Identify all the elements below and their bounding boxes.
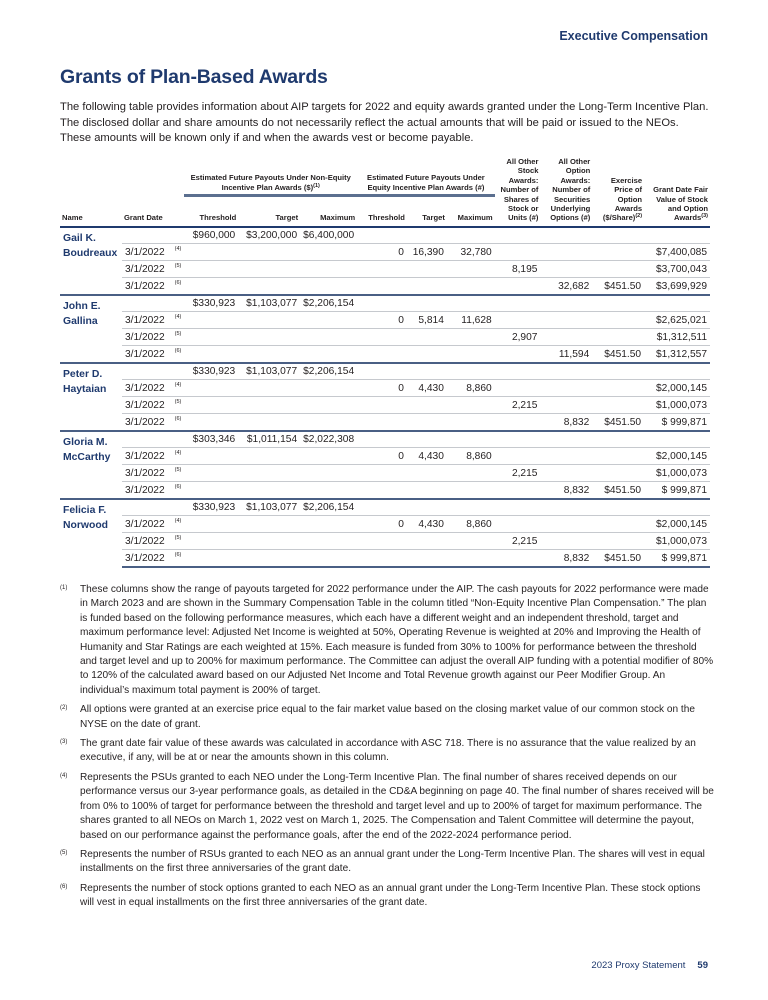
eq-threshold-cell — [357, 414, 407, 431]
other-option-cell — [540, 295, 592, 312]
eq-threshold-cell — [357, 397, 407, 414]
eq-target-cell — [407, 465, 447, 482]
ne-maximum-cell — [300, 380, 357, 397]
table-row-rsu — [60, 465, 710, 482]
group-equity-header: Estimated Future Payouts Under Equity Incentive Plan Awards (#) — [357, 157, 495, 196]
eq-maximum-cell — [447, 261, 495, 278]
other-stock-cell — [495, 380, 541, 397]
executive-name: Peter D. Haytaian — [60, 363, 122, 431]
ne-threshold-cell — [184, 278, 238, 295]
col-other-option-header: All Other Option Awards: Number of Securities Underlying Options (#) — [540, 157, 592, 227]
eq-threshold-cell — [357, 431, 407, 448]
fair-value-cell: $ 999,871 — [644, 550, 710, 567]
ne-target-cell — [238, 329, 300, 346]
other-stock-cell: 2,215 — [495, 397, 541, 414]
ne-target-cell: $1,011,154 — [238, 431, 300, 448]
table-row-aip — [60, 499, 710, 516]
table-row-rsu — [60, 533, 710, 550]
ne-maximum-cell — [300, 397, 357, 414]
eq-target-cell — [407, 278, 447, 295]
grant-date-cell: 3/1/2022 $^{(6)}$ — [122, 346, 184, 363]
group-spacer — [60, 157, 122, 196]
fair-value-cell — [644, 227, 710, 244]
ne-maximum-cell — [300, 414, 357, 431]
footnote — [60, 703, 715, 732]
grant-date-cell: 3/1/2022 $^{(5)}$ — [122, 533, 184, 550]
other-stock-cell — [495, 499, 541, 516]
eq-threshold-cell — [357, 278, 407, 295]
ne-target-cell: $1,103,077 — [238, 363, 300, 380]
other-stock-cell: 2,215 — [495, 465, 541, 482]
ne-threshold-cell: $303,346 — [184, 431, 238, 448]
section-header: Executive Compensation — [559, 29, 708, 43]
exercise-price-cell — [592, 244, 644, 261]
other-stock-cell — [495, 295, 541, 312]
page-number: 59 — [697, 960, 708, 971]
exercise-price-cell — [592, 329, 644, 346]
executive-name: John E. Gallina — [60, 295, 122, 363]
eq-target-cell: 4,430 — [407, 448, 447, 465]
footnote — [60, 848, 715, 877]
eq-maximum-cell: 32,780 — [447, 244, 495, 261]
table-row-aip — [60, 227, 710, 244]
grant-date-cell: 3/1/2022 $^{(5)}$ — [122, 397, 184, 414]
eq-threshold-cell — [357, 533, 407, 550]
other-option-cell — [540, 329, 592, 346]
eq-maximum-cell — [447, 397, 495, 414]
grant-date-cell — [122, 363, 184, 380]
other-option-cell — [540, 465, 592, 482]
footnote-text: Represents the PSUs granted to each NEO under the Long-Term Incentive Plan. The final number of shares received depends on our performance versus our 3-year performance goals, as detailed in the CD&A beginning on page 40. The final number of shares received will be from 0% to 100% of target for performance between the threshold and target level and up to 200% of target for maximum performance. The shares granted to all NEOs on March 1, 2022 vest on March 1, 2025. The Compensation and Talent Committee will determine the payout, based on our performance against the performance goals, after the end of the 2022-2024 performance period. — [80, 771, 714, 841]
table-row-aip — [60, 295, 710, 312]
other-option-cell — [540, 499, 592, 516]
other-stock-cell — [495, 278, 541, 295]
ne-maximum-cell — [300, 448, 357, 465]
fair-value-cell: $1,000,073 — [644, 533, 710, 550]
other-stock-cell — [495, 363, 541, 380]
eq-target-cell: 4,430 — [407, 516, 447, 533]
ne-maximum-cell — [300, 533, 357, 550]
ne-threshold-cell: $330,923 — [184, 499, 238, 516]
eq-target-cell — [407, 431, 447, 448]
eq-maximum-cell — [447, 431, 495, 448]
ne-target-cell — [238, 312, 300, 329]
other-stock-cell: 2,215 — [495, 533, 541, 550]
executive-name: Felicia F. Norwood — [60, 499, 122, 567]
fair-value-cell — [644, 295, 710, 312]
footnote-marker: (1) — [60, 585, 68, 591]
eq-target-cell: 4,430 — [407, 380, 447, 397]
footer-document-title: 2023 Proxy Statement — [591, 960, 686, 971]
grant-date-cell: 3/1/2022 $^{(4)}$ — [122, 516, 184, 533]
ne-threshold-cell — [184, 550, 238, 567]
fair-value-cell: $ 999,871 — [644, 482, 710, 499]
exercise-price-cell — [592, 363, 644, 380]
exercise-price-cell: $451.50 — [592, 482, 644, 499]
ne-threshold-cell: $960,000 — [184, 227, 238, 244]
table-row-rsu — [60, 329, 710, 346]
other-stock-cell: 2,907 — [495, 329, 541, 346]
ne-threshold-cell — [184, 312, 238, 329]
group-spacer — [122, 157, 184, 196]
ne-maximum-cell — [300, 482, 357, 499]
ne-threshold-cell — [184, 261, 238, 278]
footnote-text: Represents the number of RSUs granted to each NEO as an annual grant under the Long-Term Incentive Plan. The shares will vest in equal installments on the first three anniversaries of the grant date. — [80, 848, 705, 875]
grant-date-cell: 3/1/2022 $^{(6)}$ — [122, 278, 184, 295]
table-row-aip — [60, 363, 710, 380]
footnote-marker: (5) — [60, 849, 68, 856]
exercise-price-cell — [592, 295, 644, 312]
fair-value-cell: $ 999,871 — [644, 414, 710, 431]
grant-date-cell: 3/1/2022 $^{(6)}$ — [122, 414, 184, 431]
col-grant-date-header: Grant Date — [122, 196, 184, 227]
other-option-cell — [540, 244, 592, 261]
table-row-option — [60, 346, 710, 363]
footnote-text: These columns show the range of payouts targeted for 2022 performance under the AIP. The cash payouts for 2022 performance were made in March 2023 and are shown in the Summary Compensation Table in the column titled “Non-Equity Incentive Plan Compensation.” The plan is funded based on the following performance measures, which each have a different weight and an independent threshold, target and maximum performance level: Adjusted Net Income is weighted at 50%, Operating Revenue is weighted at 20% and Improving the Health of Humanity and Star Ratings are each weighted at 15%. Each measure is funded from 30% to 100% for performance between the threshold and target level and up to 200% for maximum performance. The Committee can adjust the overall AIP funding with a potential modifier of 80% to 120% of the calculated award based on our Adjusted Net Income and Total Revenue growth against our Peer Modifier Group. An individual’s maximum total payment is 200% of target. — [80, 584, 714, 696]
grant-date-cell: 3/1/2022 $^{(5)}$ — [122, 261, 184, 278]
grant-date-cell: 3/1/2022 $^{(4)}$ — [122, 448, 184, 465]
grant-date-cell: 3/1/2022 $^{(4)}$ — [122, 312, 184, 329]
exercise-price-cell: $451.50 — [592, 278, 644, 295]
other-stock-cell — [495, 346, 541, 363]
ne-target-cell — [238, 516, 300, 533]
eq-maximum-cell: 8,860 — [447, 516, 495, 533]
fair-value-cell: $7,400,085 — [644, 244, 710, 261]
fair-value-cell: $1,000,073 — [644, 397, 710, 414]
footnote — [60, 737, 715, 766]
grant-date-cell — [122, 227, 184, 244]
fair-value-cell: $2,000,145 — [644, 380, 710, 397]
footnote — [60, 771, 715, 843]
group-non-equity-header: Estimated Future Payouts Under Non-Equity Incentive Plan Awards ($)$^{(1)}$ — [184, 157, 357, 196]
ne-threshold-cell: $330,923 — [184, 295, 238, 312]
other-option-cell: 8,832 — [540, 414, 592, 431]
table-row-psu — [60, 448, 710, 465]
other-stock-cell — [495, 431, 541, 448]
ne-target-cell — [238, 465, 300, 482]
ne-maximum-cell: $6,400,000 — [300, 227, 357, 244]
other-stock-cell — [495, 414, 541, 431]
exercise-price-cell — [592, 227, 644, 244]
eq-threshold-cell: 0 — [357, 244, 407, 261]
ne-target-cell — [238, 448, 300, 465]
fair-value-cell: $2,625,021 — [644, 312, 710, 329]
other-stock-cell — [495, 550, 541, 567]
fair-value-cell — [644, 431, 710, 448]
ne-threshold-cell: $330,923 — [184, 363, 238, 380]
ne-maximum-cell — [300, 346, 357, 363]
ne-threshold-cell — [184, 533, 238, 550]
exercise-price-cell — [592, 380, 644, 397]
eq-target-cell — [407, 482, 447, 499]
ne-target-cell: $1,103,077 — [238, 295, 300, 312]
footnote-marker: (2) — [60, 705, 68, 712]
col-ne-maximum-header: Maximum — [300, 196, 357, 227]
ne-target-cell — [238, 380, 300, 397]
table-row-rsu — [60, 261, 710, 278]
table-row-psu — [60, 312, 710, 329]
table-row-option — [60, 414, 710, 431]
col-exercise-price-header: Exercise Price of Option Awards ($/Share)$^{(2)}$ — [592, 157, 644, 227]
table-row-rsu — [60, 397, 710, 414]
eq-maximum-cell — [447, 414, 495, 431]
eq-maximum-cell — [447, 550, 495, 567]
other-stock-cell — [495, 312, 541, 329]
exercise-price-cell — [592, 448, 644, 465]
table-row-psu — [60, 516, 710, 533]
eq-threshold-cell — [357, 227, 407, 244]
eq-threshold-cell — [357, 482, 407, 499]
table-row-psu — [60, 244, 710, 261]
table-row-aip — [60, 431, 710, 448]
eq-target-cell — [407, 363, 447, 380]
footnote-text: All options were granted at an exercise price equal to the fair market value based on the closing market value of our common stock on the NYSE on the date of grant. — [80, 704, 695, 730]
eq-target-cell — [407, 346, 447, 363]
ne-threshold-cell — [184, 465, 238, 482]
eq-maximum-cell: 8,860 — [447, 448, 495, 465]
col-other-stock-header: All Other Stock Awards: Number of Shares of Stock or Units (#) — [495, 157, 541, 227]
grant-date-cell: 3/1/2022 $^{(5)}$ — [122, 329, 184, 346]
exercise-price-cell: $451.50 — [592, 550, 644, 567]
col-eq-threshold-header: Threshold — [357, 196, 407, 227]
eq-target-cell — [407, 414, 447, 431]
eq-threshold-cell — [357, 465, 407, 482]
other-option-cell: 8,832 — [540, 482, 592, 499]
eq-maximum-cell — [447, 482, 495, 499]
ne-target-cell — [238, 550, 300, 567]
col-eq-maximum-header: Maximum — [447, 196, 495, 227]
eq-maximum-cell — [447, 363, 495, 380]
executive-name: Gail K. Boudreaux — [60, 227, 122, 295]
footnote — [60, 583, 715, 698]
ne-threshold-cell — [184, 380, 238, 397]
exercise-price-cell: $451.50 — [592, 346, 644, 363]
grant-date-cell: 3/1/2022 $^{(6)}$ — [122, 550, 184, 567]
ne-maximum-cell — [300, 516, 357, 533]
eq-threshold-cell — [357, 363, 407, 380]
eq-threshold-cell — [357, 499, 407, 516]
ne-threshold-cell — [184, 482, 238, 499]
ne-maximum-cell: $2,206,154 — [300, 363, 357, 380]
ne-threshold-cell — [184, 414, 238, 431]
col-ne-threshold-header: Threshold — [184, 196, 238, 227]
table-row-option — [60, 550, 710, 567]
exercise-price-cell — [592, 499, 644, 516]
ne-threshold-cell — [184, 346, 238, 363]
other-stock-cell — [495, 227, 541, 244]
ne-threshold-cell — [184, 516, 238, 533]
exercise-price-cell — [592, 533, 644, 550]
ne-maximum-cell — [300, 329, 357, 346]
exercise-price-cell — [592, 516, 644, 533]
grant-date-cell: 3/1/2022 $^{(4)}$ — [122, 244, 184, 261]
col-ne-target-header: Target — [238, 196, 300, 227]
ne-maximum-cell — [300, 244, 357, 261]
other-option-cell — [540, 431, 592, 448]
footnotes — [60, 583, 715, 916]
exercise-price-cell — [592, 261, 644, 278]
page-title: Grants of Plan-Based Awards — [60, 66, 328, 88]
exercise-price-cell — [592, 431, 644, 448]
other-stock-cell — [495, 482, 541, 499]
fair-value-cell: $1,312,557 — [644, 346, 710, 363]
eq-maximum-cell: 8,860 — [447, 380, 495, 397]
other-option-cell — [540, 448, 592, 465]
fair-value-cell: $2,000,145 — [644, 516, 710, 533]
eq-target-cell — [407, 550, 447, 567]
grant-date-cell — [122, 499, 184, 516]
other-option-cell — [540, 261, 592, 278]
col-fair-value-header: Grant Date Fair Value of Stock and Option Awards$^{(3)}$ — [644, 157, 710, 227]
eq-threshold-cell — [357, 261, 407, 278]
other-option-cell — [540, 312, 592, 329]
footnote-marker: (6) — [60, 883, 68, 890]
eq-threshold-cell: 0 — [357, 448, 407, 465]
eq-target-cell — [407, 499, 447, 516]
eq-target-cell — [407, 397, 447, 414]
eq-threshold-cell: 0 — [357, 380, 407, 397]
ne-maximum-cell — [300, 550, 357, 567]
fair-value-cell: $1,312,511 — [644, 329, 710, 346]
exercise-price-cell — [592, 312, 644, 329]
ne-target-cell: $1,103,077 — [238, 499, 300, 516]
other-option-cell — [540, 380, 592, 397]
other-stock-cell — [495, 516, 541, 533]
eq-target-cell — [407, 533, 447, 550]
fair-value-cell: $2,000,145 — [644, 448, 710, 465]
grant-date-cell — [122, 295, 184, 312]
other-option-cell: 11,594 — [540, 346, 592, 363]
eq-maximum-cell — [447, 278, 495, 295]
grants-table — [60, 157, 710, 568]
grant-date-cell: 3/1/2022 $^{(6)}$ — [122, 482, 184, 499]
table-row-psu — [60, 380, 710, 397]
ne-maximum-cell: $2,206,154 — [300, 295, 357, 312]
other-option-cell — [540, 516, 592, 533]
grant-date-cell: 3/1/2022 $^{(5)}$ — [122, 465, 184, 482]
footnote-text: The grant date fair value of these awards was calculated in accordance with ASC 718. There is no assurance that the value realized by an executive, if any, will be at or near the amounts shown in this column. — [80, 738, 696, 764]
ne-target-cell — [238, 397, 300, 414]
ne-target-cell — [238, 278, 300, 295]
eq-target-cell — [407, 261, 447, 278]
eq-target-cell: 5,814 — [407, 312, 447, 329]
grant-date-cell: 3/1/2022 $^{(4)}$ — [122, 380, 184, 397]
ne-target-cell: $3,200,000 — [238, 227, 300, 244]
eq-maximum-cell — [447, 295, 495, 312]
footnote-text: Represents the number of stock options granted to each NEO as an annual grant under the Long-Term Incentive Plan. These stock options will vest in equal installments on the first three anniversaries of the grant date. — [80, 882, 701, 909]
other-option-cell — [540, 397, 592, 414]
eq-target-cell — [407, 295, 447, 312]
col-eq-target-header: Target — [407, 196, 447, 227]
grant-date-cell — [122, 431, 184, 448]
ne-target-cell — [238, 533, 300, 550]
other-option-cell: 32,682 — [540, 278, 592, 295]
eq-maximum-cell: 11,628 — [447, 312, 495, 329]
ne-maximum-cell — [300, 278, 357, 295]
exercise-price-cell — [592, 397, 644, 414]
other-stock-cell: 8,195 — [495, 261, 541, 278]
other-option-cell: 8,832 — [540, 550, 592, 567]
ne-maximum-cell: $2,206,154 — [300, 499, 357, 516]
fair-value-cell: $3,699,929 — [644, 278, 710, 295]
ne-threshold-cell — [184, 397, 238, 414]
col-name-header: Name — [60, 196, 122, 227]
other-option-cell — [540, 227, 592, 244]
fair-value-cell — [644, 363, 710, 380]
page-footer — [591, 960, 708, 971]
intro-paragraph: The following table provides information about AIP targets for 2022 and equity awards granted under the Long-Term Incentive Plan. The disclosed dollar and share amounts do not necessarily reflect the actual amounts that will be paid or issued to the NEOs. These amounts will be known only if and when the awards vest or become payable. — [60, 101, 709, 145]
eq-maximum-cell — [447, 346, 495, 363]
footnote-marker: (4) — [60, 772, 68, 779]
ne-maximum-cell — [300, 312, 357, 329]
eq-target-cell — [407, 227, 447, 244]
ne-maximum-cell: $2,022,308 — [300, 431, 357, 448]
ne-threshold-cell — [184, 329, 238, 346]
ne-maximum-cell — [300, 261, 357, 278]
exercise-price-cell — [592, 465, 644, 482]
ne-target-cell — [238, 244, 300, 261]
fair-value-cell — [644, 499, 710, 516]
eq-threshold-cell — [357, 295, 407, 312]
eq-threshold-cell — [357, 550, 407, 567]
other-stock-cell — [495, 244, 541, 261]
ne-threshold-cell — [184, 244, 238, 261]
table-row-option — [60, 482, 710, 499]
footnote — [60, 882, 715, 911]
other-stock-cell — [495, 448, 541, 465]
other-option-cell — [540, 363, 592, 380]
exercise-price-cell: $451.50 — [592, 414, 644, 431]
ne-target-cell — [238, 261, 300, 278]
fair-value-cell: $3,700,043 — [644, 261, 710, 278]
eq-maximum-cell — [447, 465, 495, 482]
eq-maximum-cell — [447, 227, 495, 244]
ne-maximum-cell — [300, 465, 357, 482]
footnote-marker: (3) — [60, 739, 68, 746]
ne-threshold-cell — [184, 448, 238, 465]
eq-maximum-cell — [447, 329, 495, 346]
eq-threshold-cell: 0 — [357, 516, 407, 533]
eq-maximum-cell — [447, 499, 495, 516]
ne-target-cell — [238, 414, 300, 431]
table-row-option — [60, 278, 710, 295]
eq-maximum-cell — [447, 533, 495, 550]
eq-target-cell — [407, 329, 447, 346]
executive-name: Gloria M. McCarthy — [60, 431, 122, 499]
eq-threshold-cell: 0 — [357, 312, 407, 329]
other-option-cell — [540, 533, 592, 550]
ne-target-cell — [238, 346, 300, 363]
fair-value-cell: $1,000,073 — [644, 465, 710, 482]
ne-target-cell — [238, 482, 300, 499]
eq-threshold-cell — [357, 346, 407, 363]
eq-target-cell: 16,390 — [407, 244, 447, 261]
eq-threshold-cell — [357, 329, 407, 346]
